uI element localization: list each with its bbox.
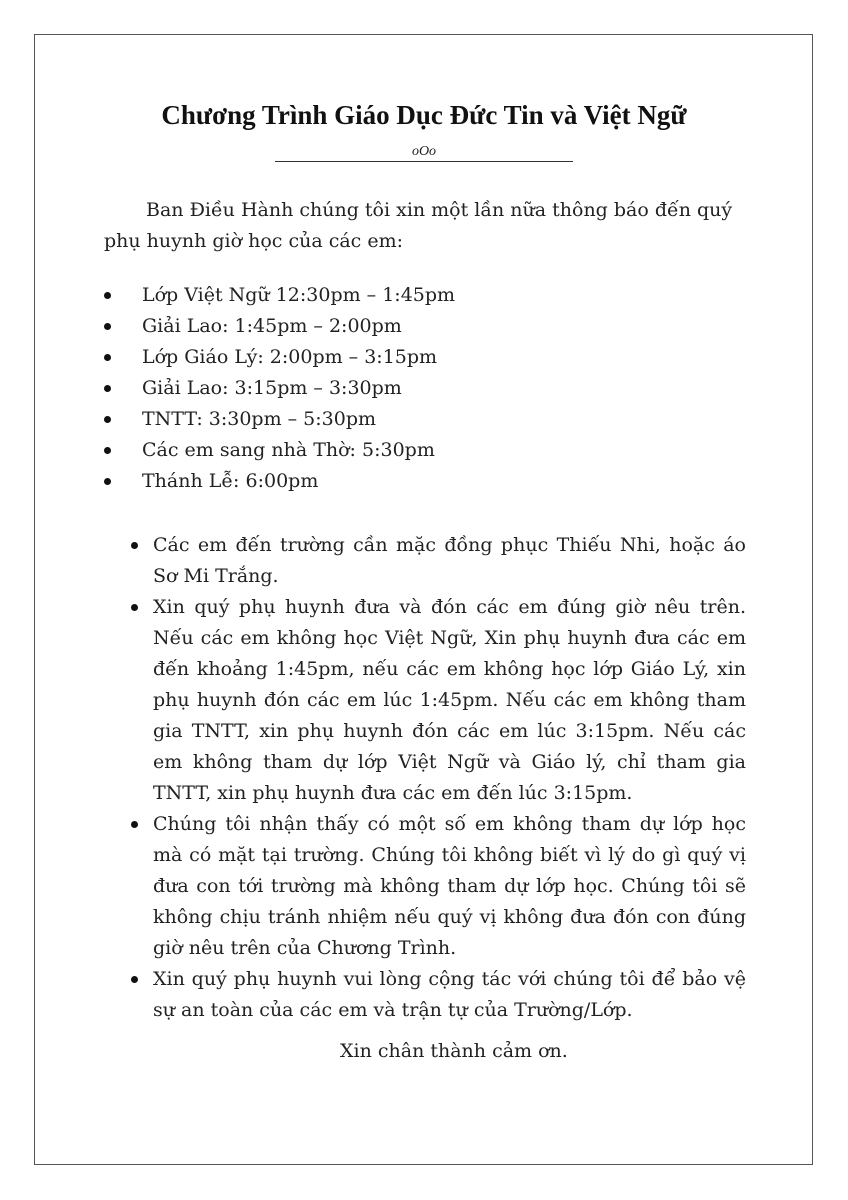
schedule-item: [104, 311, 455, 342]
schedule-item-text: Lớp Giáo Lý: 2:00pm – 3:15pm: [142, 346, 438, 368]
document-title: Chương Trình Giáo Dục Đức Tin và Việt Ngữ: [161, 100, 687, 130]
schedule-item: [104, 404, 455, 435]
note-text: Chúng tôi nhận thấy có một số em không tham dự lớp học mà có mặt tại trường. Chúng tôi không biết vì lý do gì quý vị đưa con tới trường mà không tham dự lớp học. Chúng tôi sẽ không chịu tránh nhiệm nếu quý vị không đưa đón con đúng giờ nêu trên của Chương Trình.: [153, 813, 746, 959]
title-ornament: [0, 142, 848, 162]
closing-text: Xin chân thành cảm ơn.: [340, 1040, 568, 1062]
ornament-line-left: [275, 147, 410, 162]
bullet-icon: [104, 478, 111, 485]
schedule-item-text: Thánh Lễ: 6:00pm: [142, 470, 319, 492]
intro-paragraph: [104, 195, 744, 257]
bullet-icon: [131, 604, 138, 611]
note-text: Xin quý phụ huynh đưa và đón các em đúng giờ nêu trên. Nếu các em không học Việt Ngữ, Xin phụ huynh đưa các em đến khoảng 1:45pm, nếu các em không học lớp Giáo Lý, xin phụ huynh đón các em lúc 1:45pm. Nếu các em không tham gia TNTT, xin phụ huynh đón các em lúc 3:15pm. Nếu các em không tham dự lớp Việt Ngữ và Giáo lý, chỉ tham gia TNTT, xin phụ huynh đưa các em đến lúc 3:15pm.: [153, 596, 746, 804]
bullet-icon: [131, 976, 138, 983]
intro-text: Ban Điều Hành chúng tôi xin một lần nữa thông báo đến quý phụ huynh giờ học của các em:: [104, 199, 733, 252]
bullet-icon: [104, 416, 111, 423]
schedule-list: [104, 280, 455, 497]
note-text: Xin quý phụ huynh vui lòng cộng tác với chúng tôi để bảo vệ sự an toàn của các em và trận tự của Trường/Lớp.: [153, 968, 746, 1021]
schedule-item: [104, 466, 455, 497]
bullet-icon: [104, 447, 111, 454]
bullet-icon: [104, 385, 111, 392]
note-item: [131, 530, 746, 592]
schedule-item: [104, 280, 455, 311]
schedule-item-text: Lớp Việt Ngữ 12:30pm – 1:45pm: [142, 284, 456, 306]
notes-list: [131, 530, 746, 1026]
note-text: Các em đến trường cần mặc đồng phục Thiếu Nhi, hoặc áo Sơ Mi Trắng.: [153, 534, 746, 587]
note-item: [131, 809, 746, 964]
bullet-icon: [131, 542, 138, 549]
bullet-icon: [131, 821, 138, 828]
schedule-item-text: TNTT: 3:30pm – 5:30pm: [142, 408, 377, 430]
schedule-item-text: Giải Lao: 3:15pm – 3:30pm: [142, 377, 402, 399]
ornament-line-right: [438, 147, 573, 162]
schedule-item: [104, 373, 455, 404]
schedule-item: [104, 435, 455, 466]
bullet-icon: [104, 323, 111, 330]
schedule-item-text: Giải Lao: 1:45pm – 2:00pm: [142, 315, 402, 337]
bullet-icon: [104, 354, 111, 361]
bullet-icon: [104, 292, 111, 299]
schedule-item-text: Các em sang nhà Thờ: 5:30pm: [142, 439, 435, 461]
note-item: [131, 964, 746, 1026]
schedule-item: [104, 342, 455, 373]
ornament-text: oOo: [410, 144, 438, 162]
note-item: [131, 592, 746, 809]
